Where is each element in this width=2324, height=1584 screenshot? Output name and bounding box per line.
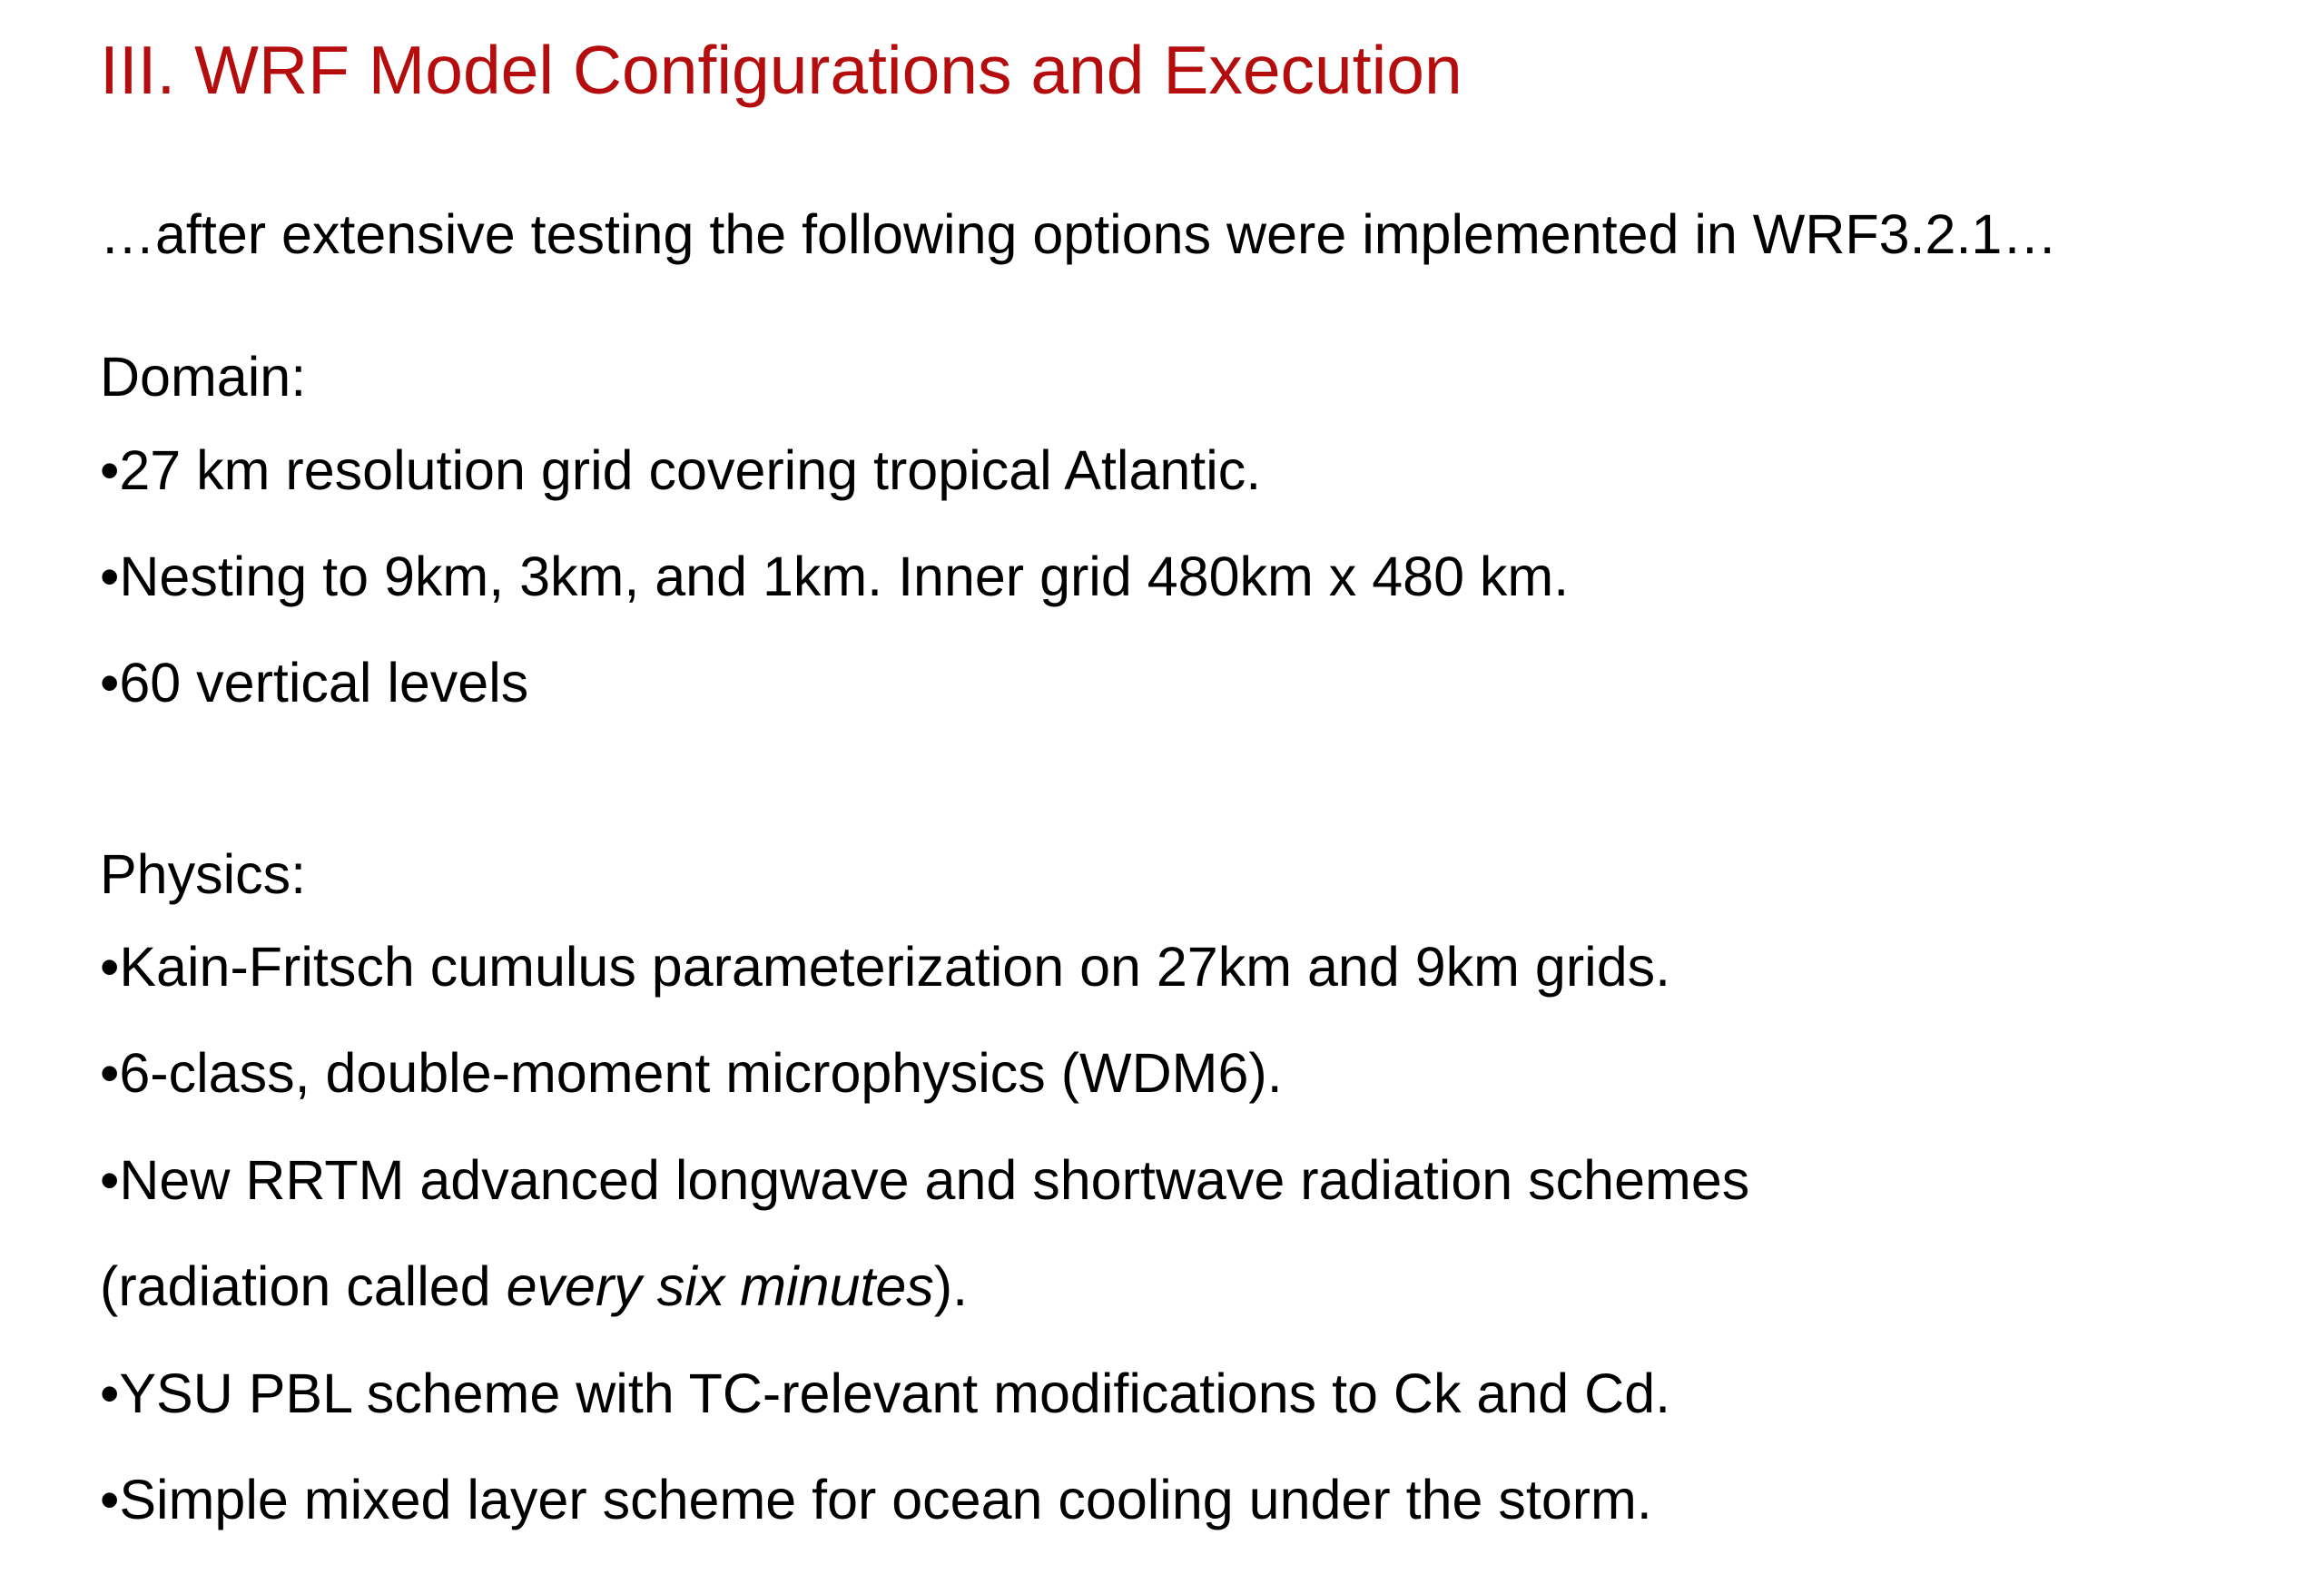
physics-item-pbl: •YSU PBL scheme with TC-relevant modifications to Ck and Cd.: [100, 1363, 1671, 1424]
physics-radiation-note: [100, 1255, 969, 1317]
domain-item-nesting: •Nesting to 9km, 3km, and 1km. Inner grid 480km x 480 km.: [100, 546, 1570, 607]
physics-heading: Physics:: [100, 843, 307, 905]
physics-item-ocean-mixed-layer: •Simple mixed layer scheme for ocean cooling under the storm.: [100, 1469, 1652, 1530]
radiation-note-emphasis: every six minutes: [506, 1255, 934, 1317]
slide-title: III. WRF Model Configurations and Execution: [100, 32, 1462, 108]
radiation-note-suffix: ).: [933, 1255, 969, 1317]
physics-item-microphysics: •6-class, double-moment microphysics (WDM6).: [100, 1042, 1283, 1104]
physics-item-radiation: •New RRTM advanced longwave and shortwave radiation schemes: [100, 1149, 1750, 1211]
intro-text: …after extensive testing the following options were implemented in WRF3.2.1…: [100, 203, 2058, 265]
domain-item-resolution: •27 km resolution grid covering tropical Atlantic.: [100, 439, 1262, 501]
domain-heading: Domain:: [100, 346, 307, 408]
domain-item-vertical-levels: •60 vertical levels: [100, 652, 529, 713]
radiation-note-prefix: (radiation called: [100, 1255, 507, 1317]
physics-item-cumulus: •Kain-Fritsch cumulus parameterization on 27km and 9km grids.: [100, 936, 1671, 998]
